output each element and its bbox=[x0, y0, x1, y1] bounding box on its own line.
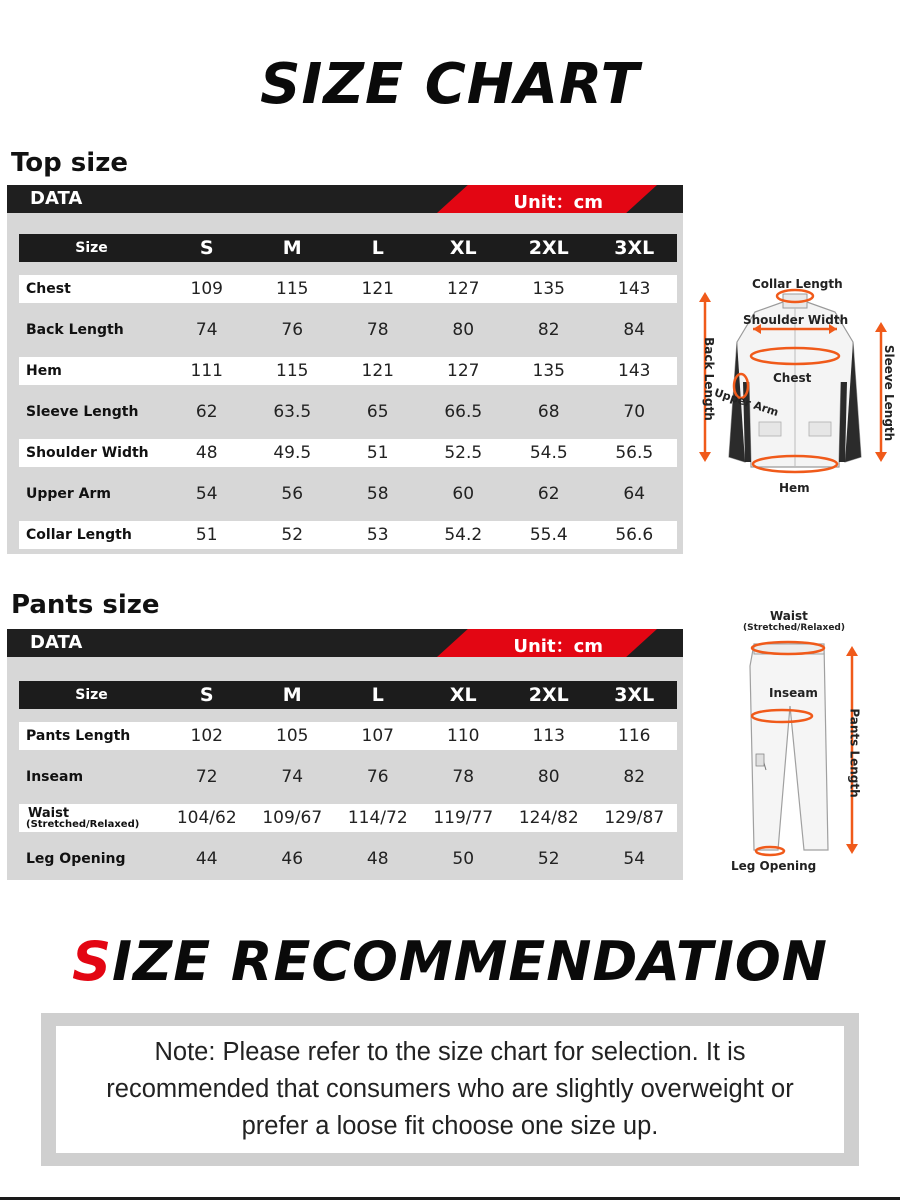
leg-opening-figure-label: Leg Opening bbox=[731, 859, 817, 873]
table-row bbox=[19, 722, 677, 750]
table-cell: 82 bbox=[537, 320, 560, 340]
table-cell: 54.5 bbox=[529, 443, 568, 463]
table-cell: 52.5 bbox=[444, 443, 483, 463]
table-cell: 127 bbox=[447, 361, 480, 381]
inseam-figure-label: Inseam bbox=[769, 686, 818, 700]
sleeve-length-label: Sleeve Length bbox=[882, 344, 897, 442]
top-size-panel bbox=[7, 185, 683, 554]
table-row bbox=[19, 357, 677, 385]
pants-length-label: Pants Length bbox=[847, 708, 862, 798]
row-label bbox=[19, 807, 164, 830]
table-cell: 62 bbox=[537, 484, 560, 504]
table-cell: 76 bbox=[281, 320, 304, 340]
table-cell: 105 bbox=[276, 726, 309, 746]
waist-label: Waist bbox=[28, 805, 70, 821]
table-cell: 129/87 bbox=[604, 808, 665, 828]
waist-figure-label: Waist bbox=[770, 609, 808, 623]
size-header-label: Size bbox=[75, 240, 108, 256]
table-cell: 76 bbox=[366, 767, 389, 787]
table-cell: 124/82 bbox=[518, 808, 579, 828]
size-header-cell: 3XL bbox=[614, 684, 655, 706]
table-cell: 111 bbox=[190, 361, 223, 381]
table-cell: 102 bbox=[190, 726, 223, 746]
size-header-cell: S bbox=[199, 237, 214, 259]
note-box bbox=[41, 1013, 859, 1166]
size-header-cell: XL bbox=[449, 237, 477, 259]
table-row bbox=[19, 845, 677, 873]
table-cell: 44 bbox=[195, 849, 218, 869]
size-header-cell: M bbox=[282, 237, 302, 259]
table-cell: 56 bbox=[281, 484, 304, 504]
table-cell: 80 bbox=[452, 320, 475, 340]
top-panel-header bbox=[7, 185, 683, 213]
collar-length-label: Collar Length bbox=[752, 277, 843, 291]
table-cell: 54 bbox=[623, 849, 646, 869]
table-row bbox=[19, 521, 677, 549]
row-label: Upper Arm bbox=[26, 486, 112, 502]
row-label: Sleeve Length bbox=[26, 404, 139, 420]
table-cell: 52 bbox=[537, 849, 560, 869]
table-cell: 121 bbox=[361, 361, 394, 381]
pants-size-panel bbox=[7, 629, 683, 880]
waist-figure-sublabel: (Stretched/Relaxed) bbox=[743, 623, 845, 633]
table-cell: 121 bbox=[361, 279, 394, 299]
row-label: Chest bbox=[26, 281, 71, 297]
top-size-heading: Top size bbox=[11, 148, 128, 178]
jacket-diagram bbox=[695, 272, 895, 502]
table-cell: 116 bbox=[618, 726, 651, 746]
table-cell: 84 bbox=[623, 320, 646, 340]
jacket-illustration bbox=[695, 272, 895, 502]
row-label: Leg Opening bbox=[26, 851, 126, 867]
table-cell: 109 bbox=[190, 279, 223, 299]
recommendation-note: Note: Please refer to the size chart for selection. It is recommended that consumers who are slightly overweight or prefer a loose fit choose one size up. bbox=[56, 1026, 844, 1153]
table-cell: 68 bbox=[537, 402, 560, 422]
table-cell: 119/77 bbox=[433, 808, 494, 828]
waist-sublabel: (Stretched/Relaxed) bbox=[26, 818, 140, 830]
chest-label: Chest bbox=[773, 371, 812, 385]
table-header-row bbox=[19, 234, 677, 262]
table-cell: 113 bbox=[532, 726, 565, 746]
hem-label: Hem bbox=[779, 481, 810, 495]
table-cell: 109/67 bbox=[262, 808, 323, 828]
size-header-cell: L bbox=[371, 237, 384, 259]
table-cell: 48 bbox=[195, 443, 218, 463]
table-cell: 72 bbox=[195, 767, 218, 787]
size-header-label: Size bbox=[75, 687, 108, 703]
table-cell: 56.6 bbox=[615, 525, 654, 545]
size-recommendation-title bbox=[0, 930, 900, 993]
table-cell: 58 bbox=[366, 484, 389, 504]
size-header-cell: M bbox=[282, 684, 302, 706]
recommendation-title-accent: S bbox=[72, 930, 112, 993]
table-cell: 51 bbox=[195, 525, 218, 545]
data-label: DATA bbox=[30, 632, 83, 653]
table-cell: 50 bbox=[452, 849, 475, 869]
back-length-label: Back Length bbox=[701, 337, 716, 421]
table-row bbox=[19, 275, 677, 303]
table-cell: 52 bbox=[281, 525, 304, 545]
table-cell: 65 bbox=[366, 402, 389, 422]
row-label: Hem bbox=[26, 363, 62, 379]
table-cell: 104/62 bbox=[176, 808, 237, 828]
size-header-cell: 2XL bbox=[528, 684, 569, 706]
table-cell: 60 bbox=[452, 484, 475, 504]
table-row bbox=[19, 763, 677, 791]
table-row bbox=[19, 804, 677, 832]
row-label: Shoulder Width bbox=[26, 445, 149, 461]
data-label: DATA bbox=[30, 188, 83, 209]
table-cell: 78 bbox=[452, 767, 475, 787]
table-cell: 54 bbox=[195, 484, 218, 504]
table-row bbox=[19, 480, 677, 508]
table-cell: 54.2 bbox=[444, 525, 483, 545]
table-row bbox=[19, 439, 677, 467]
unit-label: Unit：cm bbox=[513, 192, 603, 213]
table-cell: 56.5 bbox=[615, 443, 654, 463]
recommendation-title-text: IZE RECOMMENDATION bbox=[111, 930, 828, 993]
size-header-cell: L bbox=[371, 684, 384, 706]
table-cell: 46 bbox=[281, 849, 304, 869]
table-cell: 135 bbox=[532, 279, 565, 299]
table-cell: 55.4 bbox=[529, 525, 568, 545]
table-cell: 143 bbox=[618, 279, 651, 299]
table-cell: 110 bbox=[447, 726, 480, 746]
size-header-cell: XL bbox=[449, 684, 477, 706]
row-label: Collar Length bbox=[26, 527, 132, 543]
table-cell: 53 bbox=[366, 525, 389, 545]
table-cell: 82 bbox=[623, 767, 646, 787]
table-cell: 64 bbox=[623, 484, 646, 504]
row-label: Back Length bbox=[26, 322, 124, 338]
table-cell: 135 bbox=[532, 361, 565, 381]
size-header-cell: 3XL bbox=[614, 237, 655, 259]
shoulder-width-label: Shoulder Width bbox=[743, 313, 849, 327]
table-cell: 74 bbox=[195, 320, 218, 340]
table-cell: 143 bbox=[618, 361, 651, 381]
pants-diagram bbox=[720, 606, 896, 878]
table-row bbox=[19, 316, 677, 344]
page-title: SIZE CHART bbox=[260, 52, 640, 117]
table-header-row bbox=[19, 681, 677, 709]
table-cell: 70 bbox=[623, 402, 646, 422]
row-label: Pants Length bbox=[26, 728, 131, 744]
table-cell: 49.5 bbox=[273, 443, 312, 463]
table-cell: 115 bbox=[276, 361, 309, 381]
table-cell: 74 bbox=[281, 767, 304, 787]
pants-illustration bbox=[720, 606, 896, 878]
pants-panel-header bbox=[7, 629, 683, 657]
table-cell: 127 bbox=[447, 279, 480, 299]
pants-size-heading: Pants size bbox=[11, 590, 160, 620]
row-label: Inseam bbox=[26, 769, 84, 785]
table-cell: 63.5 bbox=[273, 402, 312, 422]
size-header-cell: S bbox=[199, 684, 214, 706]
table-cell: 66.5 bbox=[444, 402, 483, 422]
table-cell: 51 bbox=[366, 443, 389, 463]
upper-arm-label: Upper Arm bbox=[712, 385, 781, 420]
table-cell: 115 bbox=[276, 279, 309, 299]
table-cell: 62 bbox=[195, 402, 218, 422]
unit-label: Unit：cm bbox=[513, 636, 603, 657]
table-cell: 107 bbox=[361, 726, 394, 746]
table-cell: 80 bbox=[537, 767, 560, 787]
table-cell: 114/72 bbox=[347, 808, 408, 828]
size-header-cell: 2XL bbox=[528, 237, 569, 259]
table-row bbox=[19, 398, 677, 426]
table-cell: 78 bbox=[366, 320, 389, 340]
table-cell: 48 bbox=[366, 849, 389, 869]
